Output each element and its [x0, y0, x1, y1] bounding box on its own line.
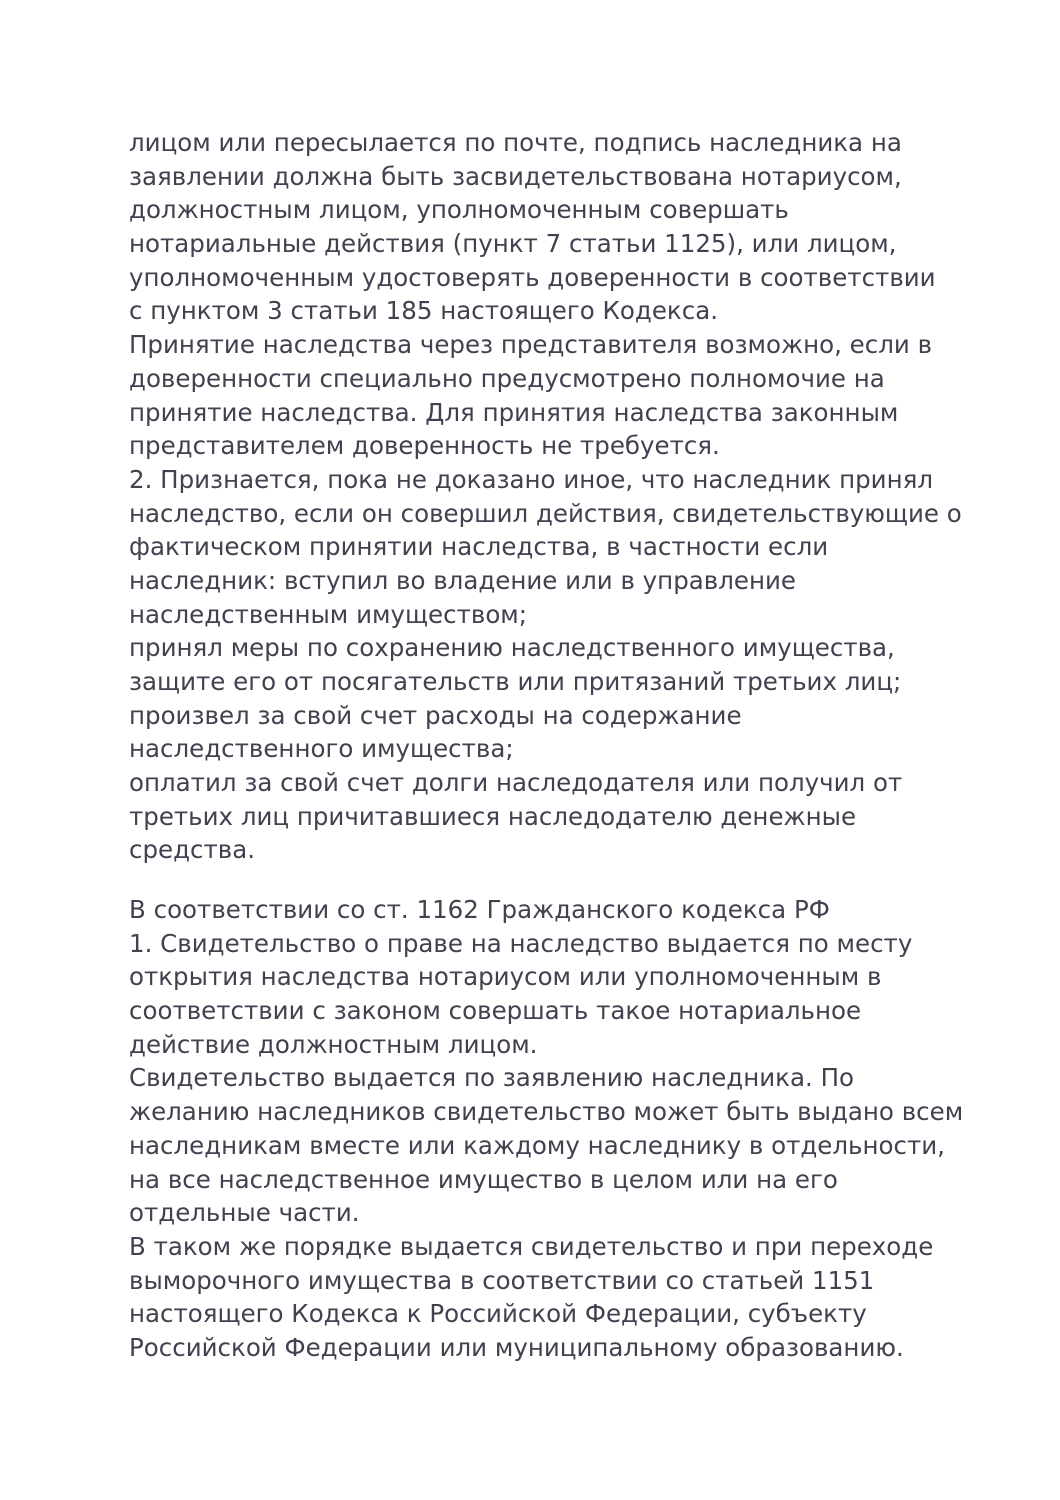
text-line: Российской Федерации или муниципальному образованию. [129, 1332, 904, 1362]
text-line: доверенности специально предусмотрено полномочие на [129, 363, 885, 393]
text-line: 1. Свидетельство о праве на наследство выдается по месту [129, 928, 913, 958]
text-line: средства. [129, 835, 256, 865]
text-line: соответствии с законом совершать такое нотариальное [129, 996, 862, 1026]
body-text-block-1 [129, 126, 962, 867]
text-line: В таком же порядке выдается свидетельство и при переходе [129, 1231, 934, 1261]
text-line: наследственным имуществом; [129, 599, 528, 629]
text-line: оплатил за свой счет долги наследодателя или получил от [129, 768, 903, 798]
text-line: открытия наследства нотариусом или уполномоченным в [129, 962, 882, 992]
text-line: выморочного имущества в соответствии со статьей 1151 [129, 1265, 875, 1295]
text-line: третьих лиц причитавшиеся наследодателю денежные [129, 801, 857, 831]
text-line: 2. Признается, пока не доказано иное, что наследник принял [129, 464, 934, 494]
text-line: настоящего Кодекса к Российской Федерации, субъекту [129, 1299, 867, 1329]
text-line: Свидетельство выдается по заявлению наследника. По [129, 1063, 854, 1093]
text-line: с пунктом 3 статьи 185 настоящего Кодекса. [129, 296, 718, 326]
text-line: наследник: вступил во владение или в управление [129, 565, 796, 595]
text-line: желанию наследников свидетельство может быть выдано всем [129, 1097, 964, 1127]
body-text-block-2 [129, 893, 964, 1365]
text-line: нотариальные действия (пункт 7 статьи 1125), или лицом, [129, 229, 897, 259]
text-line: принял меры по сохранению наследственного имущества, [129, 633, 895, 663]
text-line: на все наследственное имущество в целом или на его [129, 1164, 838, 1194]
text-line: В соответствии со ст. 1162 Гражданского кодекса РФ [129, 895, 830, 924]
text-line: наследство, если он совершил действия, свидетельствующие о [129, 498, 962, 528]
text-line: действие должностным лицом. [129, 1029, 538, 1059]
text-line: Принятие наследства через представителя возможно, если в [129, 330, 933, 360]
text-line: принятие наследства. Для принятия наследства законным [129, 397, 899, 427]
text-line: фактическом принятии наследства, в частности если [129, 532, 829, 562]
text-line: наследственного имущества; [129, 734, 514, 764]
text-line: отдельные части. [129, 1198, 360, 1228]
text-line: наследникам вместе или каждому наследнику в отдельности, [129, 1130, 945, 1160]
text-line: лицом или пересылается по почте, подпись наследника на [129, 128, 902, 157]
text-line: уполномоченным удостоверять доверенности в соответствии [129, 262, 936, 292]
text-line: защите его от посягательств или притязаний третьих лиц; [129, 667, 902, 696]
text-line: заявлении должна быть засвидетельствована нотариусом, [129, 161, 902, 191]
text-line: представителем доверенность не требуется. [129, 431, 720, 461]
text-line: произвел за свой счет расходы на содержание [129, 700, 742, 730]
text-line: должностным лицом, уполномоченным совершать [129, 195, 789, 225]
